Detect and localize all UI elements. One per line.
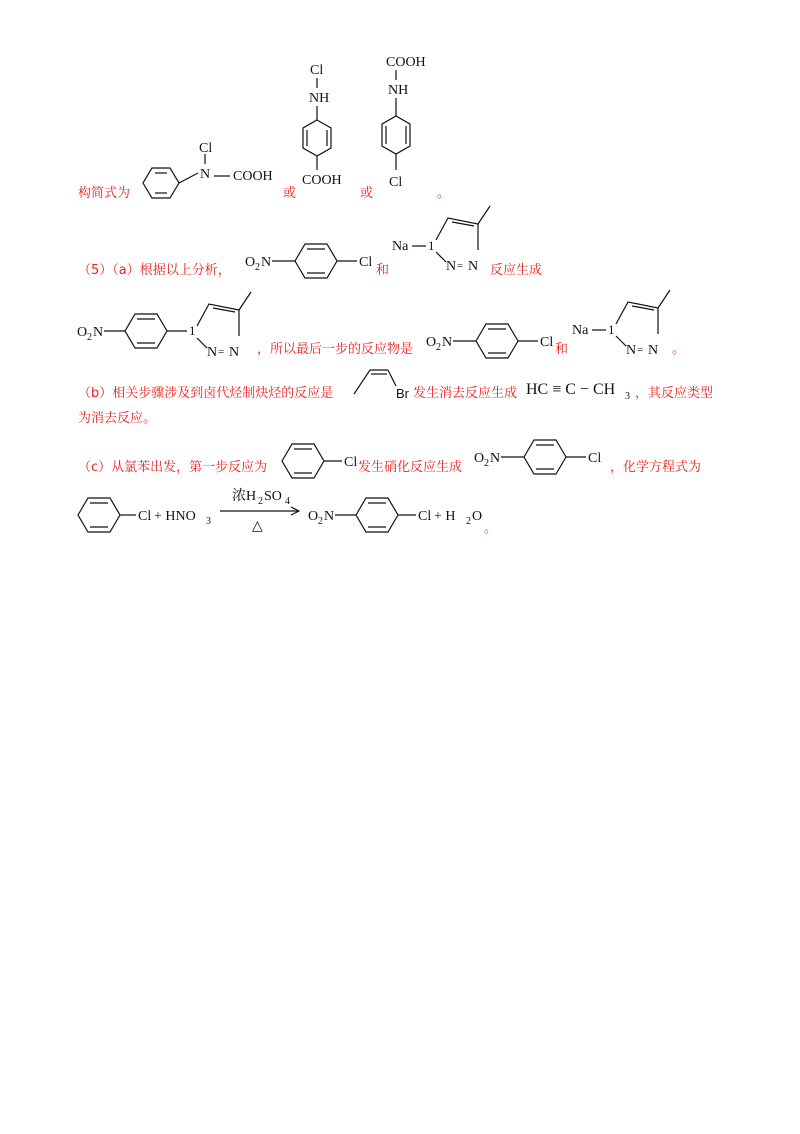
cl-atom: Cl [310, 63, 324, 78]
subscript-2: 2 [318, 516, 323, 527]
structure-cis-1-bromopropene [352, 362, 414, 404]
o-atom: O [245, 255, 256, 270]
subscript-2: 2 [255, 262, 260, 273]
n-atom: N [442, 335, 453, 350]
period-1: 。 [437, 186, 451, 201]
part-5a-label: （5）（a）根据以上分析， [78, 263, 231, 278]
structure-propyne [526, 378, 638, 404]
cl-atom: Cl [359, 255, 373, 270]
subscript-2-water: 2 [466, 516, 471, 527]
o-atom: O [77, 325, 88, 340]
cl-atom-product: Cl [418, 509, 432, 524]
n3-atom: N [468, 259, 479, 274]
and-text-2: 和 [555, 342, 569, 357]
double-bond: = [218, 346, 225, 358]
cooh-group: COOH [386, 55, 426, 70]
equation-intro-text: ，化学方程式为 [610, 460, 702, 475]
subscript-2: 2 [484, 458, 489, 469]
double-bond: = [637, 344, 644, 356]
part-c-label: （c）从氯苯出发，第一步反应为 [78, 460, 268, 475]
subscript-3: 3 [625, 391, 630, 402]
subscript-3: 3 [206, 516, 211, 527]
na-atom: Na [572, 323, 589, 338]
plus-hno3: + HNO [154, 509, 196, 524]
nitration-equation [72, 482, 512, 542]
prefix-text: 构简式为 [78, 186, 131, 201]
or-text-1: 或 [283, 186, 297, 201]
cl-atom: Cl [199, 141, 213, 156]
cl-atom: Cl [540, 335, 554, 350]
reaction-type-text: ，其反应类型 [635, 386, 714, 401]
and-text-1: 和 [376, 263, 390, 278]
structure-chlorobenzene [280, 438, 364, 484]
o-water: O [472, 509, 483, 524]
n-atom: N [93, 325, 104, 340]
n1-atom: 1 [608, 322, 615, 337]
o-atom: O [474, 451, 485, 466]
structure-p-nitrochlorobenzene-3 [472, 430, 612, 480]
reactants-text: ，所以最后一步的反应物是 [257, 342, 414, 357]
period-3: 。 [484, 521, 498, 536]
o-atom: O [308, 509, 319, 524]
n2-atom: N [446, 259, 457, 274]
n1-atom: 1 [189, 323, 196, 338]
structure-p-nitrochlorobenzene-2 [424, 314, 564, 364]
n-atom: N [490, 451, 501, 466]
elimination-conclusion: 为消去反应。 [78, 411, 157, 426]
n2-atom: N [626, 343, 637, 358]
structure-n-chloro-phenylcarbamic-acid [130, 140, 290, 210]
or-text-2: 或 [360, 186, 374, 201]
cl-atom: Cl [389, 175, 403, 190]
cl-atom: Cl [344, 455, 358, 470]
cooh-group: COOH [302, 173, 342, 188]
cl-atom: Cl [588, 451, 602, 466]
reaction-generate-text: 反应生成 [490, 263, 543, 278]
subscript-2: 2 [436, 342, 441, 353]
so-text: SO [264, 489, 282, 504]
na-atom: Na [392, 239, 409, 254]
n-atom: N [200, 167, 211, 182]
condition-top: 浓H [232, 489, 257, 504]
cooh-group: COOH [233, 169, 273, 184]
br-atom: Br [396, 386, 409, 401]
subscript-2: 2 [87, 332, 92, 343]
part-b-label: （b）相关步骤涉及到卤代烃制炔烃的反应是 [78, 386, 334, 401]
structure-p-nitrochlorobenzene [243, 234, 383, 284]
propyne-formula: HC ≡ C − CH [526, 381, 616, 398]
n1-atom: 1 [428, 238, 435, 253]
structure-sodium-methyltriazolide-2 [570, 288, 680, 368]
n2-atom: N [207, 345, 218, 360]
n-atom: N [261, 255, 272, 270]
n3-atom: N [648, 343, 659, 358]
period-2: 。 [672, 342, 686, 357]
nh-group: NH [388, 83, 409, 98]
structure-nitrophenyl-methyltriazole [75, 290, 265, 370]
o-atom: O [426, 335, 437, 350]
heat-symbol: △ [252, 519, 263, 534]
subscript-2: 2 [258, 496, 263, 507]
plus-water: + H [434, 509, 456, 524]
n3-atom: N [229, 345, 240, 360]
nitration-text: 发生硝化反应生成 [358, 460, 463, 475]
double-bond: = [457, 260, 464, 272]
structure-sodium-methyltriazolide [390, 200, 500, 280]
n-atom: N [324, 509, 335, 524]
cl-atom: Cl [138, 509, 152, 524]
elimination-text: 发生消去反应生成 [413, 386, 518, 401]
subscript-4: 4 [285, 496, 290, 507]
nh-group: NH [309, 91, 330, 106]
